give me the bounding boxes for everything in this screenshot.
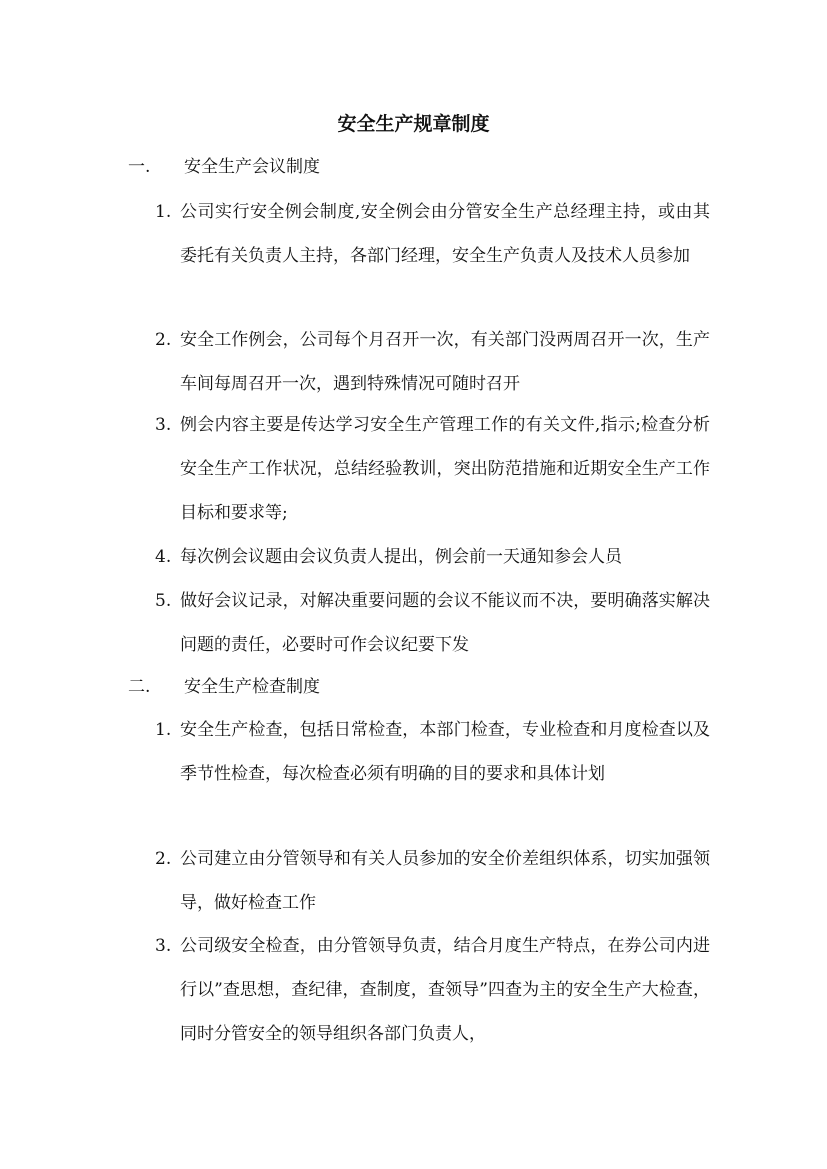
item-text: 公司实行安全例会制度,安全例会由分管安全生产总经理主持，或由其委托有关负责人主持，各部门经理，安全生产负责人及技术人员参加 (180, 202, 710, 266)
item-number: 3. (155, 936, 172, 956)
item-text: 每次例会议题由会议负责人提出，例会前一天通知参会人员 (180, 547, 622, 567)
item-number: 2. (155, 849, 172, 869)
item-number: 5. (155, 591, 172, 611)
document-title: 安全生产规章制度 (337, 113, 490, 135)
item-number: 2. (155, 330, 172, 350)
section-title: 安全生产检查制度 (184, 677, 320, 697)
section-number: 二. (128, 677, 151, 697)
item-text: 安全生产检查，包括日常检查，本部门检查，专业检查和月度检查以及季节性检查，每次检查必须有明确的目的要求和具体计划 (180, 720, 710, 784)
item-text: 例会内容主要是传达学习安全生产管理工作的有关文件,指示;检查分析安全生产工作状况，总结经验教训，突出防范措施和近期安全生产工作目标和要求等; (180, 415, 710, 523)
section-heading (128, 155, 320, 179)
section-title: 安全生产会议制度 (184, 157, 320, 177)
item-text: 安全工作例会，公司每个月召开一次，有关部门没两周召开一次，生产车间每周召开一次，遇到特殊情况可随时召开 (180, 330, 710, 394)
item-text: 公司级安全检查，由分管领导负责，结合月度生产特点，在券公司内进行以”查思想，查纪律，查制度，查领导”四查为主的安全生产大检查，同时分管安全的领导组织各部门负责人， (180, 936, 710, 1044)
item-number: 4. (155, 547, 172, 567)
item-text: 做好会议记录，对解决重要问题的会议不能议而不决，要明确落实解决问题的责任，必要时可作会议纪要下发 (180, 591, 710, 655)
section-heading (128, 675, 320, 699)
item-number: 1. (155, 202, 172, 222)
section-number: 一. (128, 157, 151, 177)
item-text: 公司建立由分管领导和有关人员参加的安全价差组织体系，切实加强领导，做好检查工作 (180, 849, 710, 913)
item-number: 3. (155, 415, 172, 435)
item-number: 1. (155, 720, 172, 740)
